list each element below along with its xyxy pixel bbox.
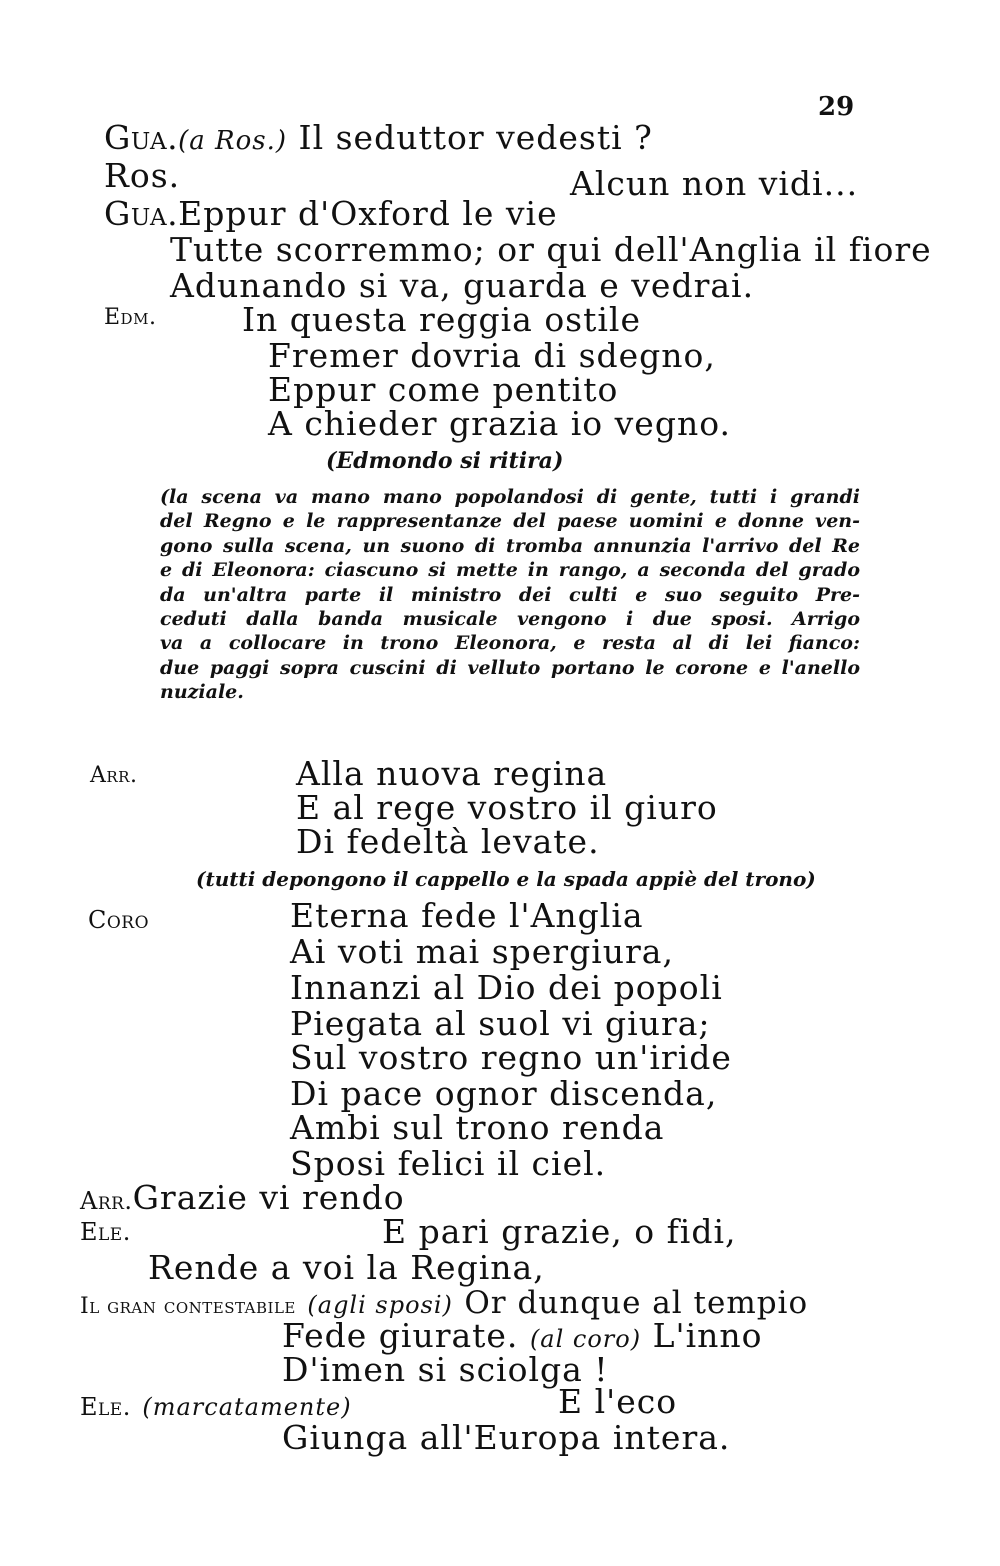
line-text: Grazie vi rendo bbox=[132, 1178, 405, 1217]
verse-line bbox=[104, 196, 558, 232]
verse-line: Ai voti mai spergiura, bbox=[290, 932, 674, 971]
inline-direction: (marcatamente) bbox=[142, 1393, 352, 1421]
stage-direction-line: gono sulla scena, un suono di tromba annunzia l'arrivo del Re bbox=[160, 534, 860, 557]
line-text: L'inno bbox=[652, 1316, 763, 1355]
line-text: Fede giurate. bbox=[282, 1316, 519, 1355]
stage-direction-short: (tutti depongono il cappello e la spada appiè del trono) bbox=[196, 867, 816, 891]
verse-line: Alla nuova regina bbox=[296, 754, 608, 793]
stage-direction-line: va a collocare in trono Eleonora, e resta al di lei fianco: bbox=[160, 632, 860, 655]
verse-line: E al rege vostro il giuro bbox=[296, 788, 718, 827]
stage-direction-short: (Edmondo si ritira) bbox=[326, 448, 564, 474]
verse-line: Di pace ognor discenda, bbox=[290, 1074, 718, 1113]
verse-line: Di fedeltà levate. bbox=[296, 822, 600, 861]
verse-line: Piegata al suol vi giura; bbox=[290, 1004, 711, 1043]
line-text: E l'eco bbox=[558, 1382, 678, 1421]
page-number: 29 bbox=[818, 92, 855, 122]
stage-direction-line: nuziale. bbox=[160, 681, 244, 704]
inline-direction: (a Ros.) bbox=[178, 126, 288, 156]
speaker-label: Coro bbox=[88, 906, 150, 934]
verse-line: Eterna fede l'Anglia bbox=[290, 896, 644, 935]
verse-line: Sul vostro regno un'iride bbox=[290, 1038, 732, 1077]
verse-line: A chieder grazia io vegno. bbox=[268, 404, 731, 443]
line-text: Or dunque al tempio bbox=[464, 1285, 809, 1321]
speaker-label: Arr. bbox=[80, 1187, 133, 1215]
verse-line: Fremer dovria di sdegno, bbox=[268, 336, 716, 375]
stage-direction-line: del Regno e le rappresentanze del paese uomini e donne ven- bbox=[160, 510, 860, 533]
verse-line bbox=[104, 120, 653, 159]
stage-direction-line: ceduti dalla banda musicale vengono i due sposi. Arrigo bbox=[160, 608, 860, 631]
stage-direction-paragraph bbox=[160, 485, 860, 705]
speaker-label: Ele. bbox=[80, 1218, 131, 1246]
verse-line: Adunando si va, guarda e vedrai. bbox=[170, 266, 755, 305]
verse-line: Innanzi al Dio dei popoli bbox=[290, 968, 723, 1007]
speaker-label: Gua. bbox=[104, 118, 179, 157]
line-text: Eppur d'Oxford le vie bbox=[178, 194, 558, 233]
speaker-label: Ele. bbox=[80, 1393, 131, 1421]
line-text: Il seduttor vedesti ? bbox=[298, 118, 653, 157]
stage-direction-line: e di Eleonora: ciascuno si mette in rango, a seconda del grado bbox=[160, 559, 860, 582]
speaker-label: Gua. bbox=[104, 194, 179, 233]
stage-direction-line: due paggi sopra cuscini di velluto portano le corone e l'anello bbox=[160, 656, 860, 679]
speaker-label: Edm. bbox=[104, 305, 157, 330]
inline-direction: (al coro) bbox=[529, 1325, 642, 1353]
verse-line: Ambi sul trono renda bbox=[290, 1108, 665, 1147]
verse-line: Sposi felici il ciel. bbox=[290, 1144, 607, 1183]
speaker-label: Il gran contestabile bbox=[80, 1294, 296, 1319]
stage-direction-line: da un'altra parte il ministro dei culti e suo seguito Pre- bbox=[160, 583, 860, 606]
verse-line: Rende a voi la Regina, bbox=[148, 1248, 545, 1287]
line-text: Alcun non vidi... bbox=[570, 164, 859, 203]
speaker-label: Arr. bbox=[90, 763, 138, 788]
verse-line: D'imen si sciolga ! bbox=[282, 1350, 609, 1389]
inline-direction: (agli sposi) bbox=[307, 1291, 453, 1319]
speaker-label: Ros. bbox=[104, 156, 181, 195]
verse-line: Tutte scorremmo; or qui dell'Anglia il fiore bbox=[170, 230, 932, 269]
stage-direction-line: (la scena va mano mano popolandosi di gente, tutti i grandi bbox=[160, 486, 860, 508]
verse-line: In questa reggia ostile bbox=[242, 300, 642, 339]
verse-line: Giunga all'Europa intera. bbox=[282, 1418, 731, 1457]
verse-line: E pari grazie, o fidi, bbox=[382, 1212, 737, 1251]
verse-line: Eppur come pentito bbox=[268, 370, 619, 409]
